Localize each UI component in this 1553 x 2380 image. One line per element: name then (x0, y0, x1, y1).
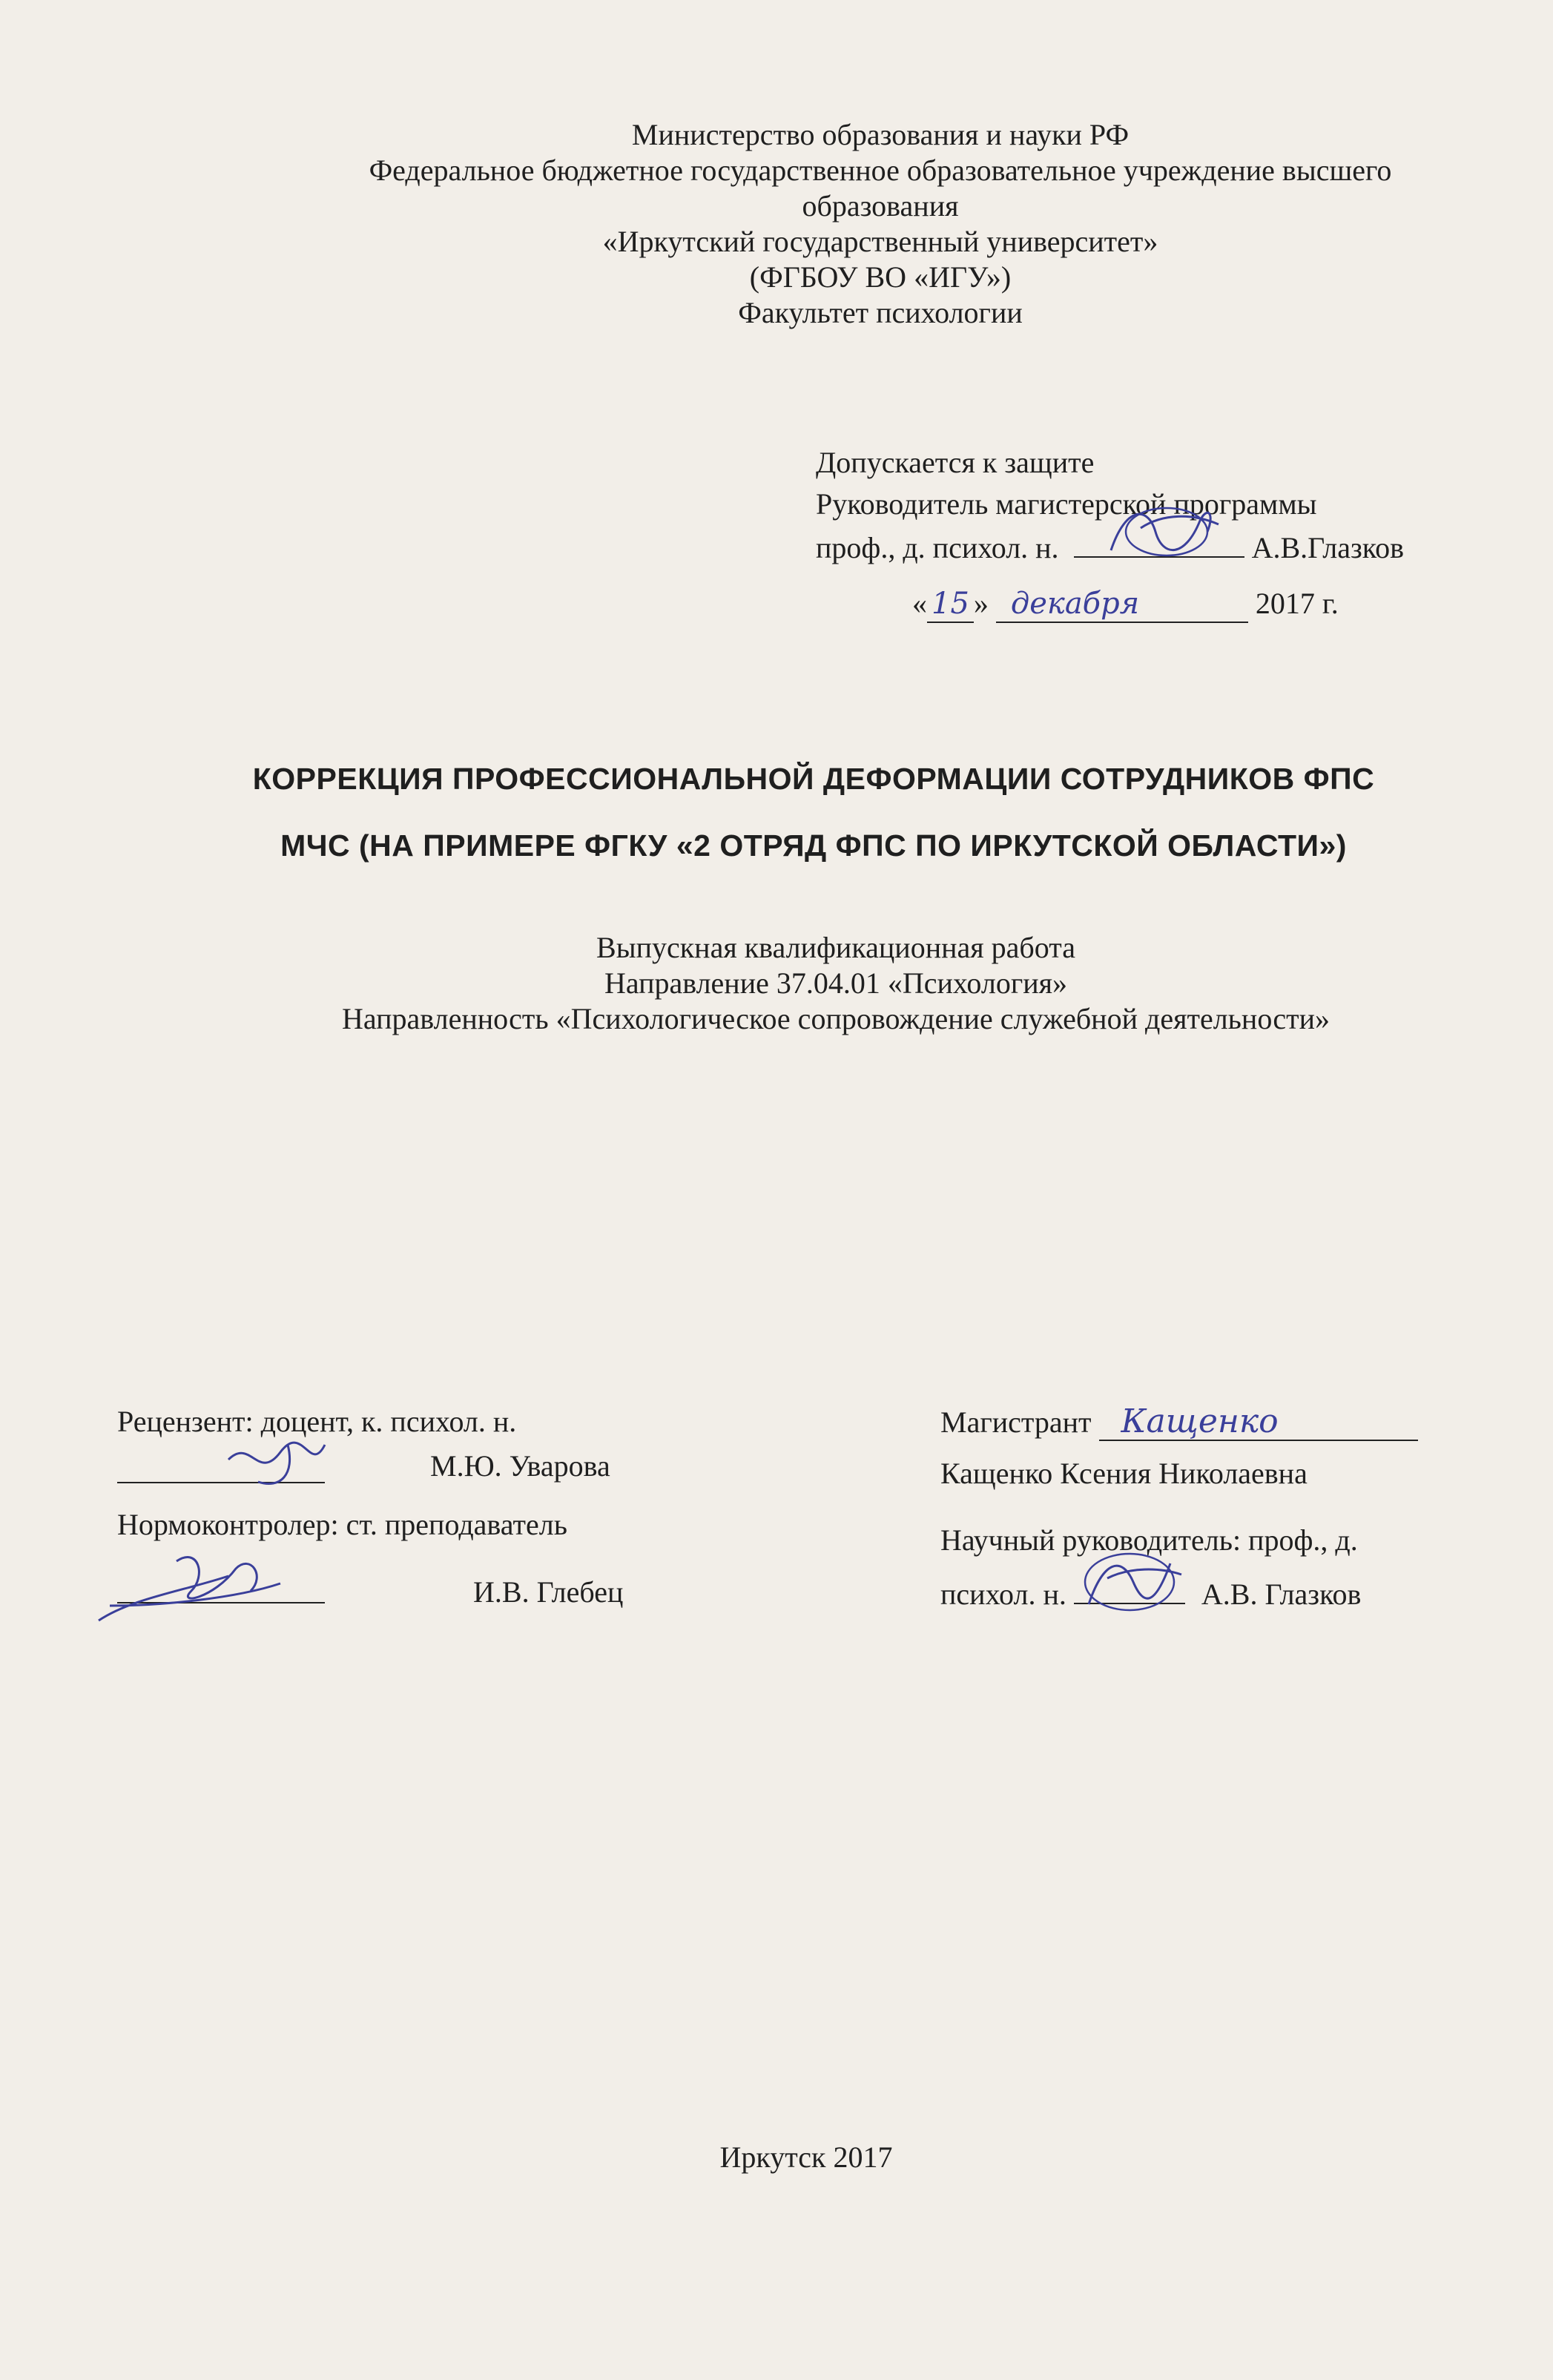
approval-name: А.В.Глазков (1251, 531, 1405, 564)
normcontrol-signature-line (117, 1572, 325, 1603)
student-line (940, 1404, 1418, 1441)
approval-line-2: Руководитель магистерской программы (816, 487, 1317, 521)
supervisor-line-2 (940, 1575, 1361, 1612)
student-name: Кащенко Ксения Николаевна (940, 1457, 1308, 1490)
title-line-2: МЧС (НА ПРИМЕРЕ ФГКУ «2 ОТРЯД ФПС ПО ИРКУТСКОЙ ОБЛАСТИ») (280, 828, 1347, 863)
place-year: Иркутск 2017 (719, 2140, 893, 2174)
approval-date (912, 586, 1339, 623)
date-quote-close: » (973, 587, 989, 620)
title-block (37, 745, 1553, 879)
work-info-block (59, 930, 1553, 1037)
supervisor-prefix: психол. н. (940, 1578, 1066, 1611)
normcontrol-name: И.В. Глебец (473, 1575, 624, 1609)
reviewer-label: Рецензент: доцент, к. психол. н. (117, 1405, 517, 1438)
faculty-line: Факультет психологии (738, 296, 1023, 329)
abbreviation-line: (ФГБОУ ВО «ИГУ») (749, 260, 1012, 294)
normcontrol-signature (88, 1539, 288, 1628)
work-direction: Направление 37.04.01 «Психология» (604, 966, 1068, 1000)
date-year: 2017 г. (1255, 587, 1339, 620)
university-line: «Иркутский государственный университет» (602, 225, 1158, 258)
header-block (104, 117, 1553, 331)
reviewer-name: М.Ю. Уварова (430, 1449, 610, 1483)
date-quote-open: « (912, 587, 927, 620)
ministry-line: Министерство образования и науки РФ (631, 118, 1130, 151)
normcontrol-label: Нормоконтролер: ст. преподаватель (117, 1508, 567, 1541)
student-label: Магистрант (940, 1405, 1092, 1439)
supervisor-name: А.В. Глазков (1201, 1578, 1362, 1611)
student-signature: Кащенко (1099, 1404, 1418, 1441)
work-type: Выпускная квалификационная работа (596, 931, 1075, 964)
work-focus: Направленность «Психологическое сопровождение служебной деятельности» (342, 1002, 1330, 1035)
supervisor-signature (1096, 498, 1230, 565)
date-day: 15 (927, 586, 974, 623)
supervisor-signature-2 (1070, 1545, 1189, 1619)
supervisor-signature-line (1074, 1575, 1185, 1604)
supervisor-line-1: Научный руководитель: проф., д. (940, 1523, 1358, 1557)
reviewer-signature (214, 1430, 347, 1497)
institution-line-1: Федеральное бюджетное государственное образовательное учреждение высшего (369, 154, 1392, 187)
institution-line-2: образования (802, 189, 959, 222)
approval-prefix: проф., д. психол. н. (816, 531, 1059, 564)
signature-line (1074, 528, 1244, 558)
reviewer-signature-line (117, 1452, 325, 1483)
approval-line-3 (816, 528, 1404, 566)
title-line-1: КОРРЕКЦИЯ ПРОФЕССИОНАЛЬНОЙ ДЕФОРМАЦИИ СОТРУДНИКОВ ФПС (252, 762, 1375, 796)
date-month: декабря (996, 586, 1248, 623)
approval-line-1: Допускается к защите (816, 446, 1095, 479)
